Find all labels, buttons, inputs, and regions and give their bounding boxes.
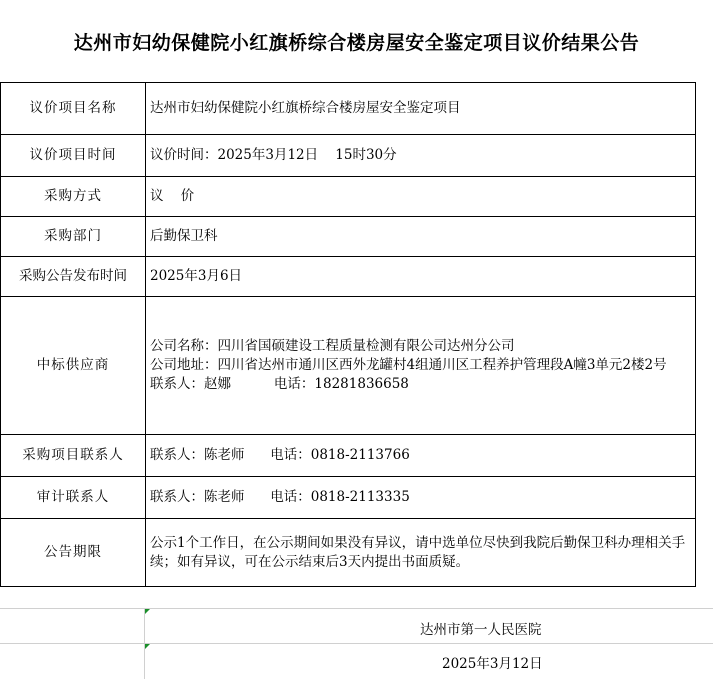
supplier-address: 公司地址：四川省达州市通川区西外龙罐村4组通川区工程养护管理段A幢3单元2楼2号 xyxy=(150,357,667,373)
grid-line xyxy=(0,643,713,644)
label-project-name: 议价项目名称 xyxy=(1,83,146,135)
label-audit-contact: 审计联系人 xyxy=(1,477,146,519)
notice-table xyxy=(0,82,696,587)
label-supplier: 中标供应商 xyxy=(1,297,146,435)
value-purchase-dept: 后勤保卫科 xyxy=(146,217,696,257)
grid-line xyxy=(0,608,713,609)
label-notice-period: 公告期限 xyxy=(1,519,146,587)
table-row xyxy=(1,477,696,519)
value-notice-date: 2025年3月6日 xyxy=(146,257,696,297)
table-row xyxy=(1,217,696,257)
cell-marker-icon xyxy=(145,644,150,649)
supplier-contact: 联系人：赵娜 电话：18281836658 xyxy=(150,376,409,392)
value-project-time: 议价时间：2025年3月12日 15时30分 xyxy=(146,135,696,177)
table-row xyxy=(1,519,696,587)
page-title: 达州市妇幼保健院小红旗桥综合楼房屋安全鉴定项目议价结果公告 xyxy=(73,31,640,54)
table-row xyxy=(1,257,696,297)
table-row xyxy=(1,83,696,135)
signing-date: 2025年3月12日 xyxy=(442,656,543,672)
value-project-name: 达州市妇幼保健院小红旗桥综合楼房屋安全鉴定项目 xyxy=(146,83,696,135)
signing-organization: 达州市第一人民医院 xyxy=(420,622,542,638)
table-row xyxy=(1,135,696,177)
value-project-contact: 联系人：陈老师 电话：0818-2113766 xyxy=(146,435,696,477)
label-project-contact: 采购项目联系人 xyxy=(1,435,146,477)
value-notice-period: 公示1个工作日，在公示期间如果没有异议，请中选单位尽快到我院后勤保卫科办理相关手续；如有异议，可在公示结束后3天内提出书面质疑。 xyxy=(146,519,696,587)
label-purchase-dept: 采购部门 xyxy=(1,217,146,257)
footer-signature xyxy=(0,608,713,679)
value-purchase-method: 议 价 xyxy=(146,177,696,217)
table-row xyxy=(1,435,696,477)
table-row xyxy=(1,297,696,435)
table-row xyxy=(1,177,696,217)
label-notice-date: 采购公告发布时间 xyxy=(1,257,146,297)
supplier-company: 公司名称：四川省国硕建设工程质量检测有限公司达州分公司 xyxy=(150,338,515,354)
label-purchase-method: 采购方式 xyxy=(1,177,146,217)
value-audit-contact: 联系人：陈老师 电话：0818-2113335 xyxy=(146,477,696,519)
cell-marker-icon xyxy=(145,609,150,614)
label-project-time: 议价项目时间 xyxy=(1,135,146,177)
value-supplier xyxy=(146,297,696,435)
